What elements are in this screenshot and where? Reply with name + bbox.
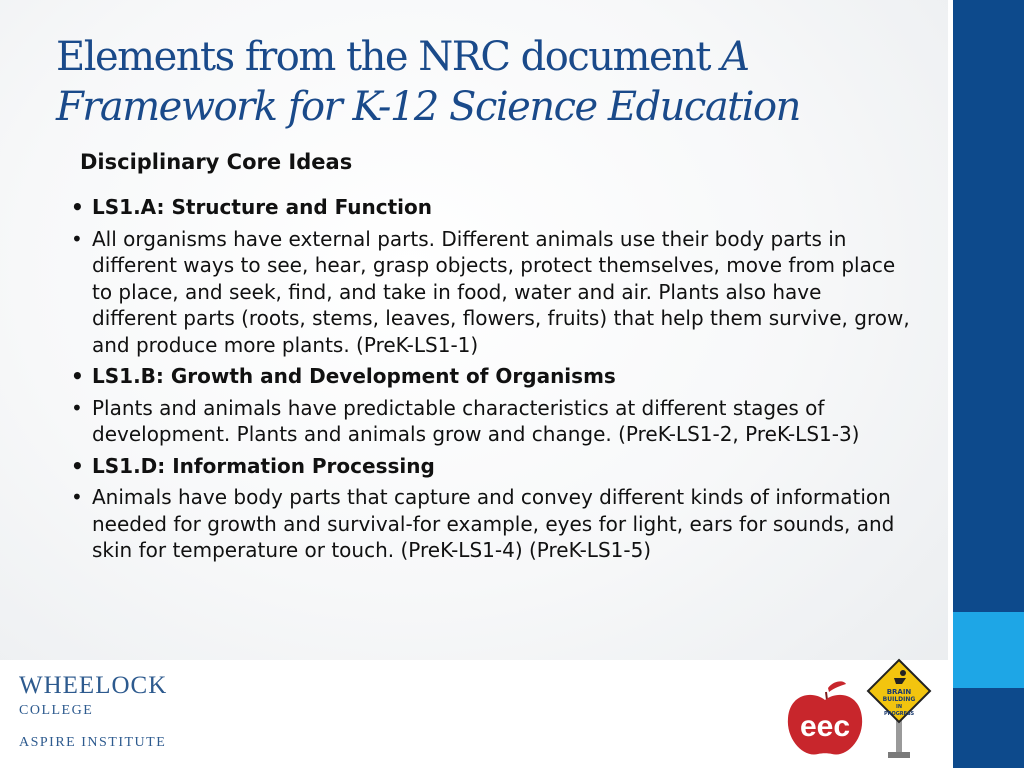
sign-text-word: BRAIN — [886, 688, 912, 696]
bullet-heading — [70, 363, 910, 390]
bullet-text: LS1.B: Growth and Development of Organisms — [92, 364, 616, 388]
title-line1: Elements from the NRC document — [56, 34, 722, 80]
bullet-item — [70, 484, 910, 564]
eec-text: eec — [799, 710, 851, 743]
sign-text-word: BUILDING — [882, 696, 916, 703]
bullet-text: Plants and animals have predictable characteristics at different stages of development. Plants and animals grow and change. (PreK-LS1-2, PreK-LS1-3) — [92, 395, 860, 446]
slide-subtitle: Disciplinary Core Ideas — [80, 150, 353, 174]
sign-text — [883, 688, 916, 717]
bullet-dot-icon: • — [71, 453, 84, 478]
bullet-text: Animals have body parts that capture and convey different kinds of information needed for growth and survival-for example, eyes for light, ears for sounds, and skin for temperature or touch. (PreK-LS1-4) (PreK-LS1-5) — [92, 485, 895, 562]
right-accent-bar — [948, 0, 1024, 768]
bullet-dot-icon: • — [71, 195, 84, 219]
sign-text-word: PROGRESS — [883, 711, 915, 717]
bullet-dot-icon: • — [71, 485, 83, 509]
title-italic-a: A — [721, 34, 749, 80]
bullet-text: LS1.A: Structure and Function — [92, 195, 432, 219]
accent-bar-navy-bottom — [953, 688, 1024, 768]
eec-apple-logo — [782, 678, 868, 758]
bullet-heading — [70, 194, 910, 221]
bullet-list — [70, 194, 910, 569]
bullet-dot-icon: • — [71, 226, 83, 251]
wheelock-logo — [19, 672, 167, 752]
accent-bar-navy-top — [953, 0, 1024, 612]
title-line2: Framework for K-12 Science Education — [56, 84, 800, 130]
bullet-dot-icon: • — [71, 395, 83, 420]
slide-title — [56, 32, 936, 132]
wheelock-institute: ASPIRE INSTITUTE — [19, 735, 167, 750]
bullet-text: LS1.D: Information Processing — [92, 453, 435, 478]
sign-text-word: IN — [895, 704, 903, 710]
bullet-heading — [70, 453, 910, 480]
bullet-item — [70, 226, 910, 359]
wheelock-college: COLLEGE — [19, 703, 94, 718]
eec-apple-leaf-icon — [828, 681, 846, 692]
bullet-text: All organisms have external parts. Different animals use their body parts in different ways to see, hear, grasp objects, protect themselves, move from place to place, and seek, find, and take in food, water and air. Plants also have different parts (roots, stems, leaves, flowers, fruits) that help them survive, grow, and produce more plants. (PreK-LS1-1) — [92, 226, 910, 357]
bullet-dot-icon: • — [71, 364, 84, 388]
brain-building-sign — [866, 658, 932, 758]
bullet-item — [70, 395, 910, 448]
accent-bar-sky-blue — [953, 612, 1024, 688]
wheelock-name: WHEELOCK — [19, 672, 168, 699]
sign-figure-head-icon — [900, 670, 906, 676]
sign-base-icon — [888, 752, 910, 758]
